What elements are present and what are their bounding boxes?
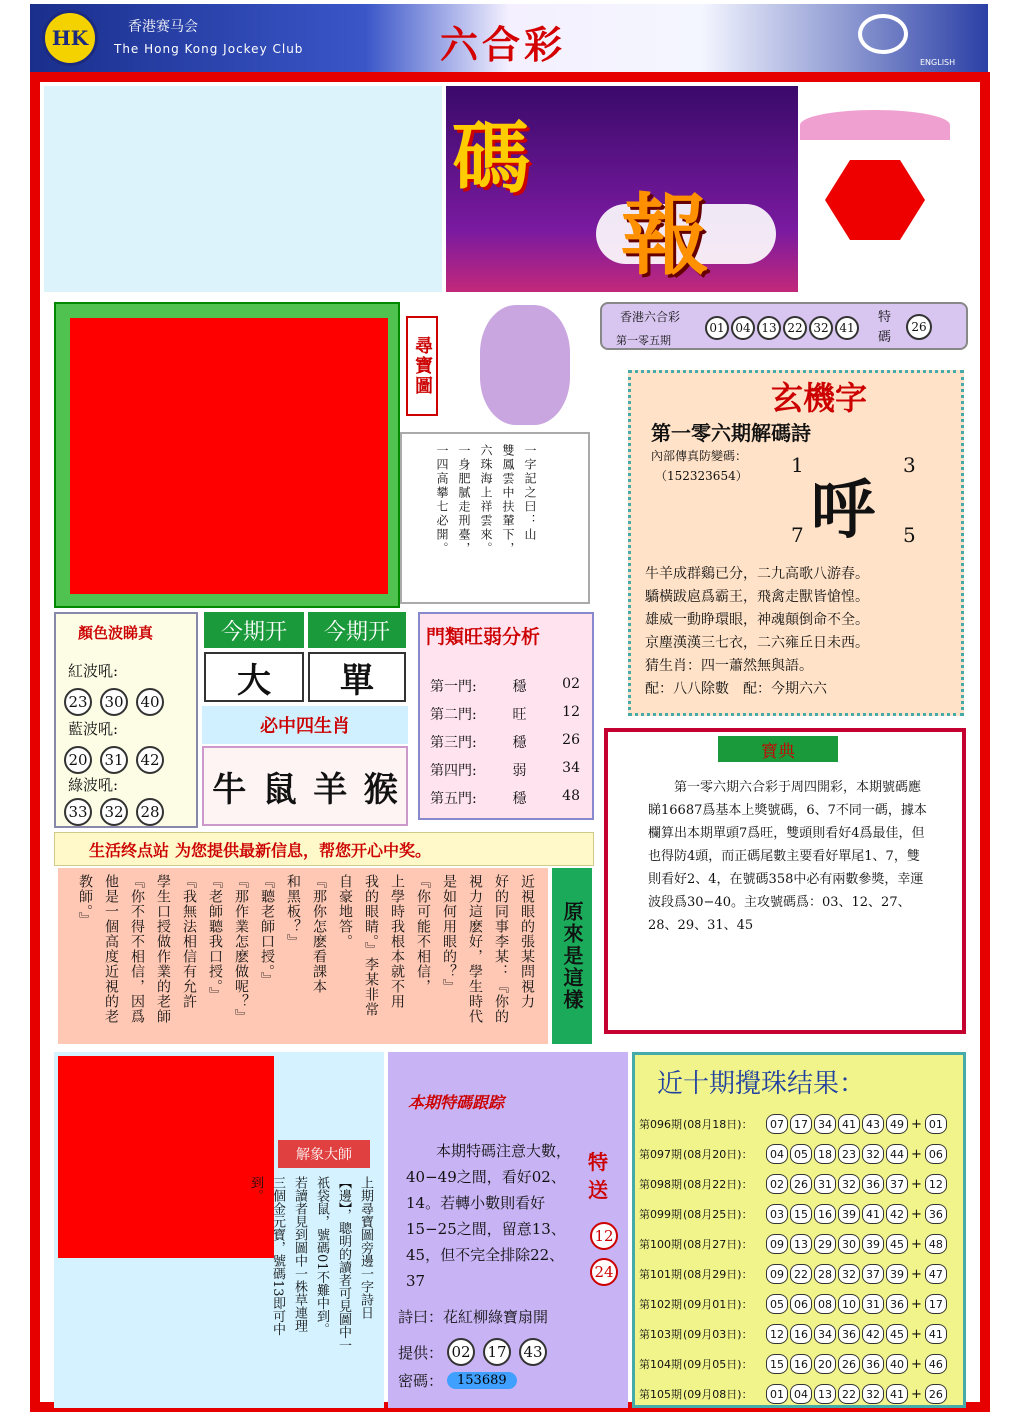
open-value-1: 大 — [204, 652, 304, 702]
xuanji-fax-number: （152323654） — [655, 469, 748, 483]
result-row: 第105期 (09月08日)： 01 04 13 22 32 41 + 26 — [639, 1379, 967, 1409]
scroll-poem: 一字記之曰：山 雙鳳雲中扶輦下， 六珠海上祥雲來。 一身肥膩走刑臺， 一四高攀七必開。 — [435, 444, 537, 556]
green-wave-numbers: 33 32 28 — [60, 798, 168, 826]
banner-char-1: 碼 — [452, 113, 531, 204]
blue-wave-numbers: 20 31 42 — [60, 746, 168, 774]
special-code: 密碼： 153689 — [398, 1370, 517, 1391]
result-row: 第101期 (08月29日)： 09 22 28 32 37 39 + 47 — [639, 1259, 967, 1289]
banner-char-2: 報 — [621, 183, 710, 287]
door-rows: 第一門: 穩 02 第二門: 旺 12 第三門: 穩 26 第四門: 弱 34 第五門: 穩 48 — [430, 676, 580, 807]
special-send-num-2: 24 — [590, 1258, 618, 1286]
scroll-panel — [400, 432, 590, 604]
blank-panel — [44, 86, 442, 292]
special-tracking-title: 本期特碼跟踪 — [408, 1093, 505, 1112]
special-tracking-text: 本期特碼注意大數，40−49之間，看好02、14。若轉小數則看好15−25之間，留意13、45，但不完全排除22、37 — [406, 1142, 572, 1290]
green-wave-label: 綠波吼: — [68, 776, 119, 794]
xuanji-n7: 7 — [791, 523, 804, 547]
result-row: 第104期 (09月05日)： 15 16 20 26 36 40 + 46 — [639, 1349, 967, 1379]
result-row: 第096期 (08月18日)： 07 17 34 41 43 49 + 01 — [639, 1109, 967, 1139]
xuanji-n5: 5 — [903, 523, 916, 547]
game-title: 六合彩 — [440, 22, 567, 67]
jiexiang-image — [58, 1056, 274, 1258]
door-analysis-title: 門類旺弱分析 — [426, 626, 541, 648]
special-send-label: 特送 — [588, 1150, 608, 1202]
xuanji-title: 玄機字 — [771, 379, 868, 417]
open-title-2: 今期开 — [308, 612, 406, 648]
org-name-cn: 香港赛马会 — [128, 19, 198, 35]
special-send-num-1: 12 — [590, 1222, 618, 1250]
result-period: 第一零五期 — [616, 334, 671, 347]
xuanji-n1: 1 — [791, 453, 804, 477]
open-title-1: 今期开 — [204, 612, 304, 648]
baodian-panel — [604, 728, 966, 1034]
jockey-club-logo[interactable]: HK — [42, 10, 98, 66]
special-tracking-panel — [388, 1052, 628, 1408]
special-label: 特碼 — [878, 310, 892, 345]
xuanji-fax-label: 內部傳真防變碼： — [651, 449, 748, 463]
life-story: 近視眼的張某問視力 好的同事李某：『你的 視力這麽好，學生時代 是如何用眼的？』 『你可能不相信， 上學時我根本就不用 我的眼睛。』李某非常 自豪地答。 『那你怎麽看課本 和黑板？』 『聽老師口授。』 『那作業怎麽做呢？』 『老師聽我口授。』 『我無法相信有允許 學生口授做作業的老師 『你不得不相信，因爲 他是一個高度近視的老 教師。』 — [58, 868, 548, 1044]
org-name-en: The Hong Kong Jockey Club — [114, 42, 304, 56]
zodiac-title-bar — [202, 706, 408, 744]
baodian-title: 寶典 — [718, 736, 838, 762]
baodian-text: 第一零六期六合彩于周四開彩，本期號碼應睇16687爲基本上獎號碼，6、7不同一碼，據本欄算出本期單頭7爲旺，雙頭則看好4爲最佳，但也得防4頭，而正碼尾數主要看好單尾1、7，雙則看好2、4，在號碼358中必有兩數參獎，幸運波段爲30−40。主攻號碼爲：03、12、27、28、29、31、45 — [648, 780, 927, 933]
last-result-panel — [600, 302, 968, 350]
treasure-map-image — [70, 318, 388, 594]
life-banner: 生活终点站 为您提供最新信息，帮您开心中奖。 — [54, 832, 594, 866]
ring-icon[interactable] — [858, 14, 908, 54]
color-wave-title: 顏色波睇真 — [78, 624, 154, 642]
result-row: 第100期 (08月27日)： 09 13 29 30 39 45 + 48 — [639, 1229, 967, 1259]
red-wave-label: 紅波吼: — [68, 662, 119, 680]
recent-results-title: 近十期攪珠结果： — [657, 1069, 866, 1099]
door-analysis-panel — [418, 612, 594, 820]
recent-results-table — [639, 1109, 967, 1409]
recent-results-panel — [632, 1052, 966, 1408]
special-poem: 詩曰：花紅柳綠寶扇開 — [398, 1308, 549, 1326]
special-provide: 提供： 02 17 43 — [398, 1338, 551, 1366]
result-row: 第103期 (09月03日)： 12 16 34 36 42 45 + 41 — [639, 1319, 967, 1349]
treasure-map — [54, 302, 400, 608]
result-label: 香港六合彩 — [620, 310, 681, 324]
result-row: 第097期 (08月20日)： 04 05 18 23 32 44 + 06 — [639, 1139, 967, 1169]
blue-wave-label: 藍波吼: — [68, 720, 119, 738]
xuanji-char: 呼 — [811, 473, 875, 548]
xuanji-subtitle: 第一零六期解碼詩 — [651, 421, 811, 445]
color-wave-panel — [54, 612, 198, 828]
pig-mascot-icon — [480, 305, 570, 425]
jiexiang-title: 解象大師 — [278, 1140, 370, 1168]
special-number: 26 — [906, 314, 932, 340]
jiexiang-panel: 解象大師 上期尋寶圖旁邊一字詩日 【邊】，聰明的讀者可見圖中一 祇袋鼠，號碼01不難中到。 若讀者見到圖中一株草連理 三個金元寶，號碼13即可中 到。 — [54, 1052, 384, 1408]
open-value-2: 單 — [308, 652, 406, 702]
lantern-icon — [800, 110, 950, 280]
result-row: 第098期 (08月22日)： 02 26 31 32 36 37 + 12 — [639, 1169, 967, 1199]
xuanji-panel — [628, 370, 964, 716]
zodiac-items: 牛 鼠 羊 猴 — [202, 746, 408, 826]
english-link[interactable]: ENGLISH — [920, 58, 956, 67]
banner-panel — [446, 86, 798, 292]
life-side-title: 原來是這樣 — [552, 868, 592, 1044]
result-row: 第102期 (09月01日)： 05 06 08 10 31 36 + 17 — [639, 1289, 967, 1319]
treasure-title: 尋寶圖 — [406, 316, 438, 416]
zodiac-title: 必中四生肖 — [260, 716, 350, 737]
result-row: 第099期 (08月25日)： 03 15 16 39 41 42 + 36 — [639, 1199, 967, 1229]
red-wave-numbers: 23 30 40 — [60, 688, 168, 716]
result-numbers: 01 04 13 22 32 41 — [704, 316, 860, 340]
xuanji-n3: 3 — [903, 453, 916, 477]
xuanji-poem: 牛羊成群鷄已分，二九高歌八游春。 驕橫跋扈爲霸王，飛禽走獸皆愴惶。 雄威一動睁環眼，神魂顛倒命不全。 京塵漢漢三七衣，二六雍丘日未西。 猜生肖：四一蕭然無與語。 配：八八除數 配：今期六六 — [645, 566, 869, 697]
